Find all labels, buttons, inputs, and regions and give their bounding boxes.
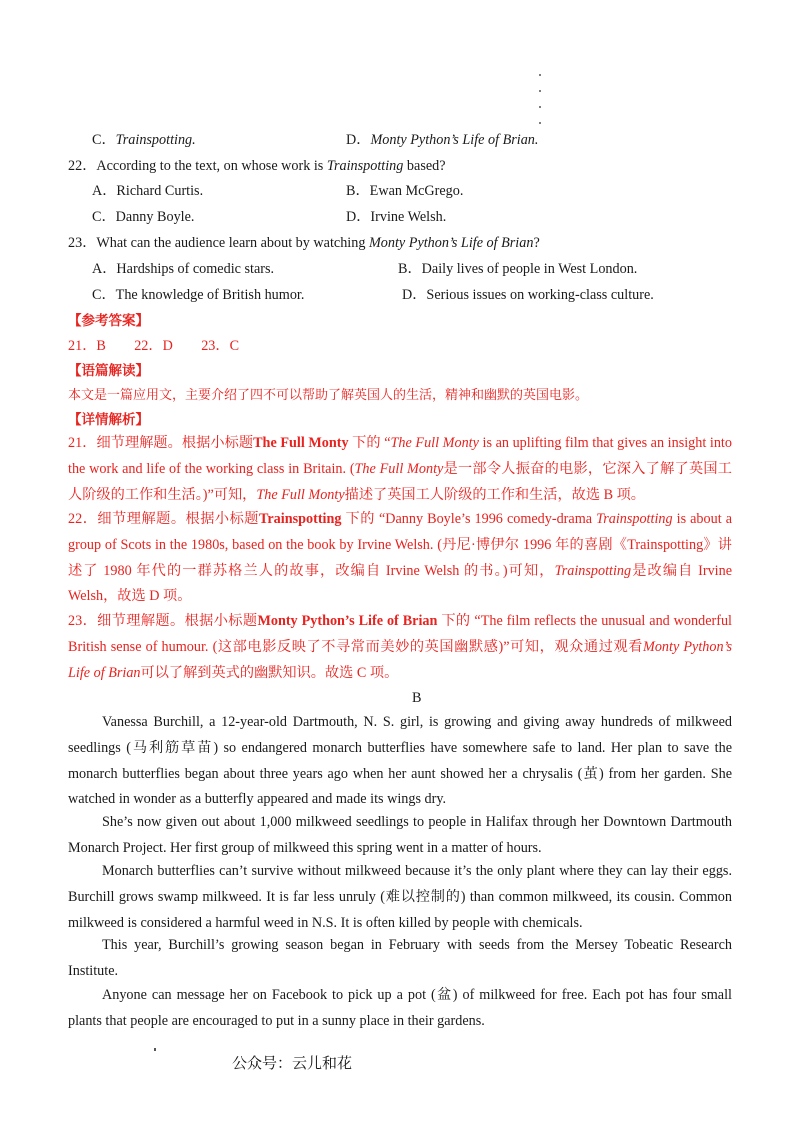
q22-option-b: B．Ewan McGrego. <box>346 183 464 199</box>
footer-account: 公众号：云儿和花 <box>232 1054 353 1072</box>
q22-option-d: D．Irvine Welsh. <box>346 209 447 225</box>
q23-option-d: D．Serious issues on working-class culture. <box>402 287 654 303</box>
q23-stem: 23．What can the audience learn about by watching Monty Python’s Life of Brian? <box>68 235 540 251</box>
q22-stem: 22．According to the text, on whose work is Trainspotting based? <box>68 158 446 174</box>
reading-heading: 【语篇解读】 <box>68 363 149 379</box>
analysis-heading: 【详情解析】 <box>68 412 149 428</box>
answer-heading: 【参考答案】 <box>68 313 149 329</box>
margin-dot <box>539 90 541 92</box>
q21-option-d: D．Monty Python’s Life of Brian. <box>346 132 539 148</box>
margin-dot <box>539 106 541 108</box>
answer-list: 21．B 22．D 23．C <box>68 338 240 354</box>
q23-option-b: B．Daily lives of people in West London. <box>398 261 638 277</box>
passage-paragraph: This year, Burchill’s growing season began in February with seeds from the Mersey Tobeatic Research Institute. <box>68 937 732 979</box>
q23-option-c: C．The knowledge of British humor. <box>92 287 305 303</box>
margin-dot <box>539 74 541 76</box>
q23-option-a: A．Hardships of comedic stars. <box>92 261 275 277</box>
passage-paragraph: Vanessa Burchill, a 12-year-old Dartmouth, N. S. girl, is growing and giving away hundreds of milkweed seedlings (马利筋草苗) so endangered monarch butterflies have somewhere safe to land. Her plan to save the monarch butterflies began about three years ago when her aunt showed her a chrysalis (茧) from her garden. She watched in wonder as a butterfly appeared and made its wings dry. <box>68 714 732 808</box>
passage-label: B <box>412 690 422 706</box>
footer-mark <box>154 1048 156 1051</box>
analysis-q21: 21．细节理解题。根据小标题The Full Monty 下的 “The Full Monty is an uplifting film that gives an insight into the work and life of the working class in Britain. (The Full Monty是一部令人振奋的电影，它深入了解了英国工人阶级的工作和生活。)”可知，The Full Monty描述了英国工人阶级的工作和生活，故选 B 项。 <box>68 435 732 503</box>
analysis-q23: 23．细节理解题。根据小标题Monty Python’s Life of Brian 下的 “The film reflects the unusual and wonderful British sense of humour. (这部电影反映了不寻常而美妙的英国幽默感)”可知，观众通过观看Monty Python’s Life of Brian可以了解到英式的幽默知识。故选 C 项。 <box>68 613 732 681</box>
passage-paragraph: Monarch butterflies can’t survive without milkweed because it’s the only plant where they can lay their eggs. Burchill grows swamp milkweed. It is far less unruly (难以控制的) than common milkweed, its cousin. Common milkweed is considered a harmful weed in N.S. It is often killed by people with chemicals. <box>68 863 732 931</box>
passage-paragraph: Anyone can message her on Facebook to pick up a pot (盆) of milkweed for free. Each pot has four small plants that people are encouraged to put in a sunny place in their gardens. <box>68 987 732 1029</box>
analysis-q22: 22．细节理解题。根据小标题Trainspotting 下的 “Danny Boyle’s 1996 comedy-drama Trainspotting is about a group of Scots in the 1980s, based on the book by Irvine Welsh. (丹尼·博伊尔 1996 年的喜剧《Trainspotting》讲述了 1980 年代的一群苏格兰人的故事，改编自 Irvine Welsh 的书。)可知，Trainspotting是改编自 Irvine Welsh，故选 D 项。 <box>68 511 733 605</box>
q22-option-c: C．Danny Boyle. <box>92 209 195 225</box>
q21-option-c: C．Trainspotting. <box>92 132 196 148</box>
margin-dot <box>539 122 541 124</box>
passage-paragraph: She’s now given out about 1,000 milkweed seedlings to people in Halifax through her Downtown Dartmouth Monarch Project. Her first group of milkweed this spring went in a matter of hours. <box>68 814 732 856</box>
reading-summary: 本文是一篇应用文，主要介绍了四不可以帮助了解英国人的生活，精神和幽默的英国电影。 <box>68 388 589 403</box>
q22-option-a: A．Richard Curtis. <box>92 183 204 199</box>
